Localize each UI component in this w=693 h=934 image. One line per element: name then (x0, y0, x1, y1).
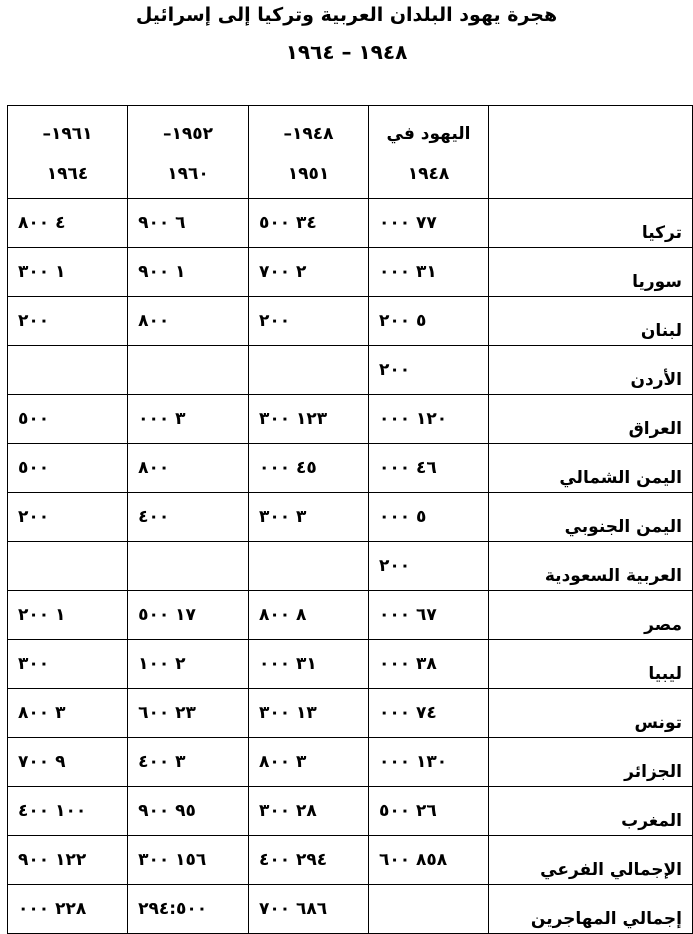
value-cell (248, 248, 368, 297)
value-text: ٣١ ٠٠٠ (258, 654, 317, 674)
country-cell: اليمن الشمالي (489, 444, 693, 493)
value-cell (8, 640, 128, 689)
value-text: ١ ٩٠٠ (138, 262, 186, 282)
page-subtitle: ١٩٤٨ – ١٩٦٤ (285, 40, 408, 64)
table-row (8, 689, 693, 738)
value-text: ٩ ٧٠٠ (18, 752, 66, 772)
value-cell (128, 248, 249, 297)
header-cell (8, 106, 128, 199)
value-text: ٢٠٠ (378, 360, 411, 380)
value-text: ١٥٦ ٣٠٠ (138, 850, 207, 870)
table-row (8, 542, 693, 591)
value-text: ٣ ٠٠٠ (138, 409, 186, 429)
value-cell (248, 444, 368, 493)
value-text: ٢٠٠ (18, 311, 50, 331)
value-text: ٢٣ ٦٠٠ (138, 703, 196, 723)
value-cell (368, 444, 488, 493)
table-row (8, 493, 693, 542)
value-cell (368, 591, 488, 640)
value-text: ٩٥ ٩٠٠ (138, 801, 196, 821)
country-cell: العربية السعودية (489, 542, 693, 591)
value-cell (8, 542, 128, 591)
value-cell (368, 885, 488, 934)
value-cell (8, 297, 128, 346)
value-cell (128, 199, 249, 248)
value-text: ١٢٢ ٩٠٠ (18, 850, 87, 870)
value-cell (128, 591, 249, 640)
table-row (8, 885, 693, 934)
value-cell (128, 542, 249, 591)
value-text: ١٢٣ ٣٠٠ (258, 409, 328, 429)
value-text: ٣ ٨٠٠ (18, 703, 66, 723)
value-text: ١٣ ٣٠٠ (258, 703, 317, 723)
value-text: ٣١ ٠٠٠ (378, 262, 437, 282)
country-cell: الجزائر (489, 738, 693, 787)
value-text: ٨ ٨٠٠ (258, 605, 307, 625)
country-cell: الإجمالي الفرعي (489, 836, 693, 885)
value-cell (248, 542, 368, 591)
value-cell (8, 836, 128, 885)
value-text: ٢٠٠ (18, 507, 50, 527)
header-cell (368, 106, 488, 199)
value-text: ١٧ ٥٠٠ (138, 605, 196, 625)
value-cell (248, 640, 368, 689)
header-cell (248, 106, 368, 199)
country-cell: اليمن الجنوبي (489, 493, 693, 542)
value-cell (248, 199, 368, 248)
value-text: ١٠٠ ٤٠٠ (18, 801, 87, 821)
value-text: ٨٠٠ (138, 458, 170, 478)
value-cell (248, 738, 368, 787)
header-line2: ١٩٦٤ (46, 164, 89, 184)
value-text: ٣ ٤٠٠ (138, 752, 186, 772)
country-cell: تركيا (489, 199, 693, 248)
value-text: ٢٩٤ ٤٠٠ (258, 850, 328, 870)
value-cell (8, 689, 128, 738)
value-text: ٢٨ ٣٠٠ (258, 801, 317, 821)
value-cell (368, 346, 488, 395)
value-text: ٣٨ ٠٠٠ (378, 654, 437, 674)
value-text: ٢٠٠ (258, 311, 291, 331)
country-cell: لبنان (489, 297, 693, 346)
value-cell (368, 395, 488, 444)
country-cell: تونس (489, 689, 693, 738)
header-country-cell (489, 106, 693, 199)
value-cell (128, 738, 249, 787)
table-header-row (8, 106, 693, 199)
table-row (8, 346, 693, 395)
value-text: ٦ ٩٠٠ (138, 213, 186, 233)
value-cell (248, 885, 368, 934)
value-cell (248, 591, 368, 640)
table-row (8, 297, 693, 346)
value-cell (128, 689, 249, 738)
value-cell (248, 836, 368, 885)
country-cell: إجمالي المهاجرين (489, 885, 693, 934)
country-cell: المغرب (489, 787, 693, 836)
value-text: ١ ٢٠٠ (18, 605, 66, 625)
value-cell (368, 493, 488, 542)
value-cell (8, 738, 128, 787)
value-cell (368, 248, 488, 297)
value-text: ١٣٠ ٠٠٠ (378, 752, 448, 772)
value-text: ٦٨٦ ٧٠٠ (258, 899, 328, 919)
value-cell (248, 493, 368, 542)
value-text: ٢ ٧٠٠ (258, 262, 307, 282)
table-row (8, 591, 693, 640)
value-cell (128, 836, 249, 885)
value-text: ٣ ٨٠٠ (258, 752, 307, 772)
value-text: ٢٢٨ ٠٠٠ (18, 899, 87, 919)
value-cell (248, 689, 368, 738)
value-cell (128, 640, 249, 689)
value-text: ١٢٠ ٠٠٠ (378, 409, 448, 429)
value-text: ٢٩٤:٥٠٠ (138, 899, 208, 919)
value-text: ٨٥٨ ٦٠٠ (378, 850, 448, 870)
value-text: ٢٠٠ (378, 556, 411, 576)
value-text: ٥ ٠٠٠ (378, 507, 427, 527)
value-text: ٤ ٨٠٠ (18, 213, 66, 233)
value-cell (368, 199, 488, 248)
country-cell: العراق (489, 395, 693, 444)
table-row (8, 444, 693, 493)
table-row (8, 787, 693, 836)
value-cell (128, 493, 249, 542)
value-text: ٧٤ ٠٠٠ (378, 703, 437, 723)
header-line1: ١٩٦١– (42, 124, 93, 144)
table-row (8, 395, 693, 444)
table-row (8, 738, 693, 787)
header-line1: ١٩٥٢– (163, 124, 214, 144)
value-cell (8, 885, 128, 934)
value-cell (8, 493, 128, 542)
value-cell (368, 836, 488, 885)
value-cell (128, 297, 249, 346)
value-text: ٢٦ ٥٠٠ (378, 801, 437, 821)
value-text: ٤٥ ٠٠٠ (258, 458, 317, 478)
value-cell (8, 346, 128, 395)
value-cell (8, 248, 128, 297)
value-text: ٤٠٠ (138, 507, 170, 527)
value-cell (368, 738, 488, 787)
value-cell (8, 395, 128, 444)
value-text: ٦٧ ٠٠٠ (378, 605, 437, 625)
header-line2: ١٩٥١ (287, 164, 330, 184)
value-text: ٣ ٣٠٠ (258, 507, 307, 527)
header-line1: ١٩٤٨– (283, 124, 334, 144)
value-cell (8, 199, 128, 248)
table-row (8, 640, 693, 689)
value-text: ٢ ١٠٠ (138, 654, 186, 674)
value-text: ١ ٣٠٠ (18, 262, 66, 282)
value-text: ٣٤ ٥٠٠ (258, 213, 317, 233)
value-cell (248, 346, 368, 395)
value-cell (368, 297, 488, 346)
value-cell (248, 787, 368, 836)
value-text: ٨٠٠ (138, 311, 170, 331)
value-cell (128, 395, 249, 444)
value-cell (8, 787, 128, 836)
country-cell: مصر (489, 591, 693, 640)
value-text: ٥٠٠ (18, 409, 50, 429)
value-cell (128, 787, 249, 836)
value-cell (368, 787, 488, 836)
page-title: هجرة يهود البلدان العربية وتركيا إلى إسرائيل (135, 4, 558, 26)
table-row (8, 248, 693, 297)
immigration-table (7, 105, 693, 934)
value-text: ٤٦ ٠٠٠ (378, 458, 437, 478)
value-cell (248, 297, 368, 346)
value-cell (368, 542, 488, 591)
value-text: ٣٠٠ (18, 654, 50, 674)
table-row (8, 836, 693, 885)
country-cell: سوريا (489, 248, 693, 297)
country-cell: ليبيا (489, 640, 693, 689)
value-cell (248, 395, 368, 444)
header-cell (128, 106, 249, 199)
country-cell: الأردن (489, 346, 693, 395)
header-line2: ١٩٦٠ (167, 164, 209, 184)
header-line2: ١٩٤٨ (407, 164, 450, 184)
value-text: ٥ ٢٠٠ (378, 311, 427, 331)
value-cell (128, 346, 249, 395)
value-cell (128, 444, 249, 493)
value-cell (368, 640, 488, 689)
value-text: ٧٧ ٠٠٠ (378, 213, 437, 233)
value-cell (8, 444, 128, 493)
value-cell (8, 591, 128, 640)
table-row (8, 199, 693, 248)
value-text: ٥٠٠ (18, 458, 50, 478)
value-cell (128, 885, 249, 934)
value-cell (368, 689, 488, 738)
header-line1: اليهود في (386, 124, 471, 144)
